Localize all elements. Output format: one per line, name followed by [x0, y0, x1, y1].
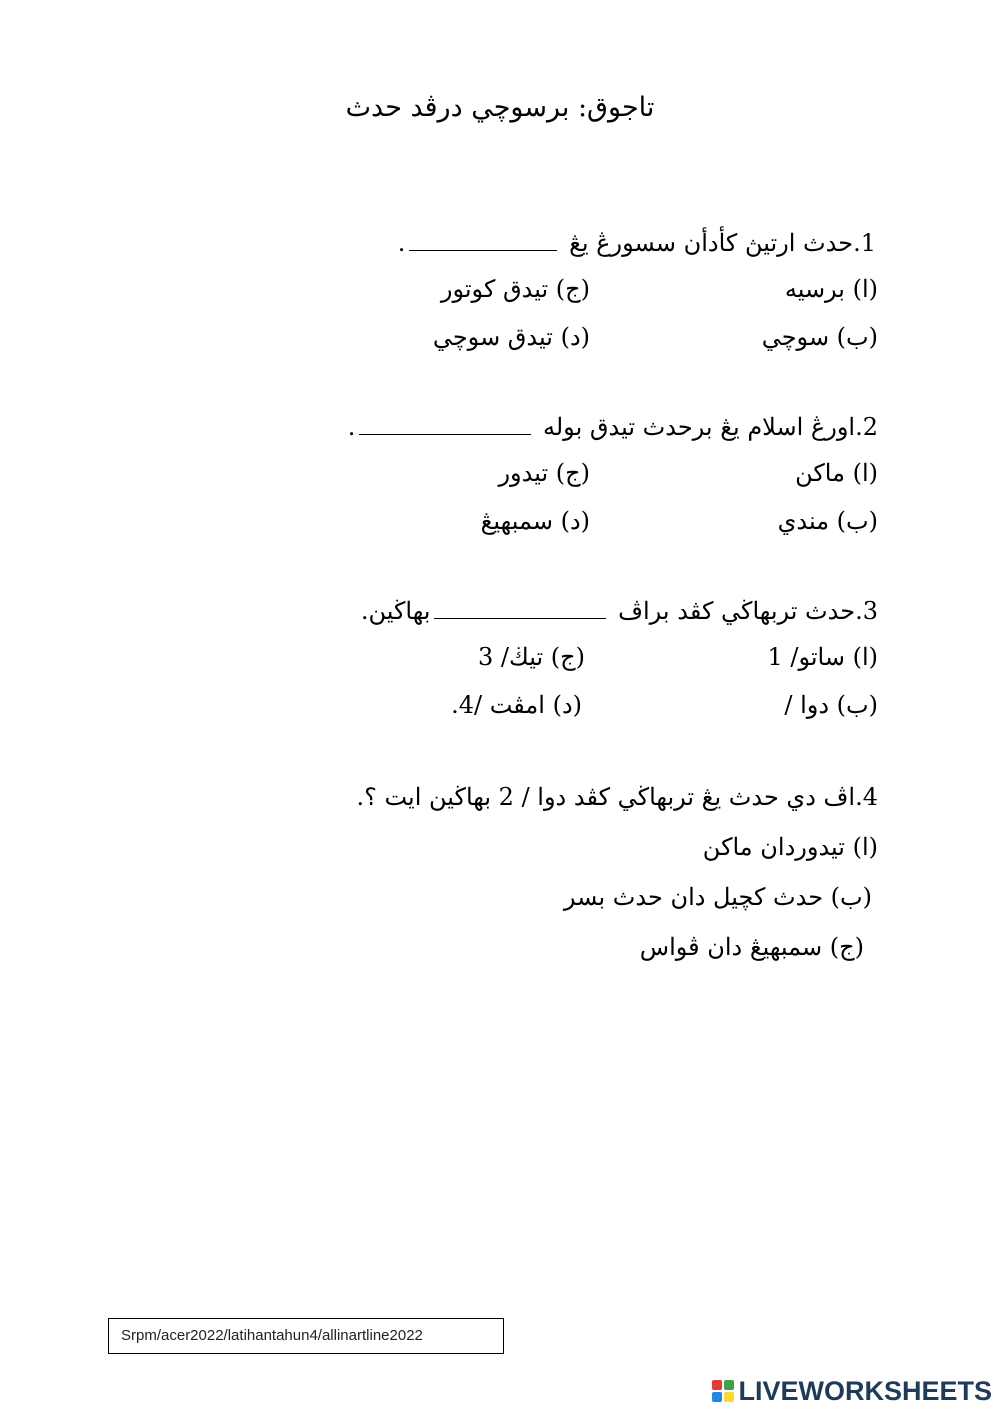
question-1 [398, 226, 876, 260]
logo-square-3 [712, 1392, 722, 1402]
question-text: اورڠ اسلام يڠ برحدث تيدق بوله [543, 413, 856, 441]
logo-square-1 [712, 1380, 722, 1390]
option-a[interactable]: (ا) تيدوردان ماكن [702, 833, 878, 861]
question-text: اڤ دي حدث يڠ تربهاڬي كڤد دوا / 2 بهاڬين ايت ؟. [356, 783, 856, 811]
brand-watermark [712, 1374, 992, 1408]
answer-blank[interactable] [409, 230, 557, 251]
option-b[interactable]: (ب) مندي [777, 507, 878, 535]
question-text: حدث ارتيڽ كأدأن سسورڠ يڠ [569, 229, 854, 257]
brand-name: LIVEWORKSHEETS [738, 1375, 992, 1406]
option-d[interactable]: (د) تيدق سوچي [432, 323, 590, 351]
question-number: 3. [855, 597, 878, 625]
option-c[interactable]: (ج) تيڬ/ 3 [478, 643, 585, 671]
question-number: 4. [855, 783, 878, 811]
option-c[interactable]: (ج) سمبهيڠ دان ڤواس [639, 933, 864, 961]
logo-square-2 [724, 1380, 734, 1390]
option-b[interactable]: (ب) دوا / [784, 691, 878, 719]
page-title: تاجوق: برسوچي درڤد حدث [345, 92, 655, 123]
footer-credit: Srpm/acer2022/latihantahun4/allinartline2022 [108, 1318, 504, 1354]
question-2 [348, 410, 878, 444]
logo-square-4 [724, 1392, 734, 1402]
option-b[interactable]: (ب) سوچي [761, 323, 878, 351]
option-a[interactable]: (ا) ساتو/ 1 [767, 643, 878, 671]
option-c[interactable]: (ج) تيدق كوتور [440, 275, 590, 303]
question-3 [361, 594, 878, 628]
question-4 [356, 780, 878, 814]
question-number: 2. [855, 413, 878, 441]
question-text: حدث تربهاڬي كڤد براڤ [618, 597, 856, 625]
question-number: 1. [853, 229, 876, 257]
option-d[interactable]: (د) سمبهيڠ [480, 507, 590, 535]
question-end: بهاڬين. [360, 597, 431, 625]
answer-blank[interactable] [434, 598, 606, 619]
question-end: . [347, 413, 356, 441]
option-a[interactable]: (ا) برسيه [784, 275, 878, 303]
brand-logo-icon [712, 1380, 734, 1402]
option-a[interactable]: (ا) ماكن [795, 459, 878, 487]
option-d[interactable]: (د) امڤت /4. [451, 691, 582, 719]
question-end: . [397, 229, 406, 257]
option-c[interactable]: (ج) تيدور [498, 459, 590, 487]
option-b[interactable]: (ب) حدث كچيل دان حدث بسر [563, 883, 872, 911]
answer-blank[interactable] [359, 414, 531, 435]
